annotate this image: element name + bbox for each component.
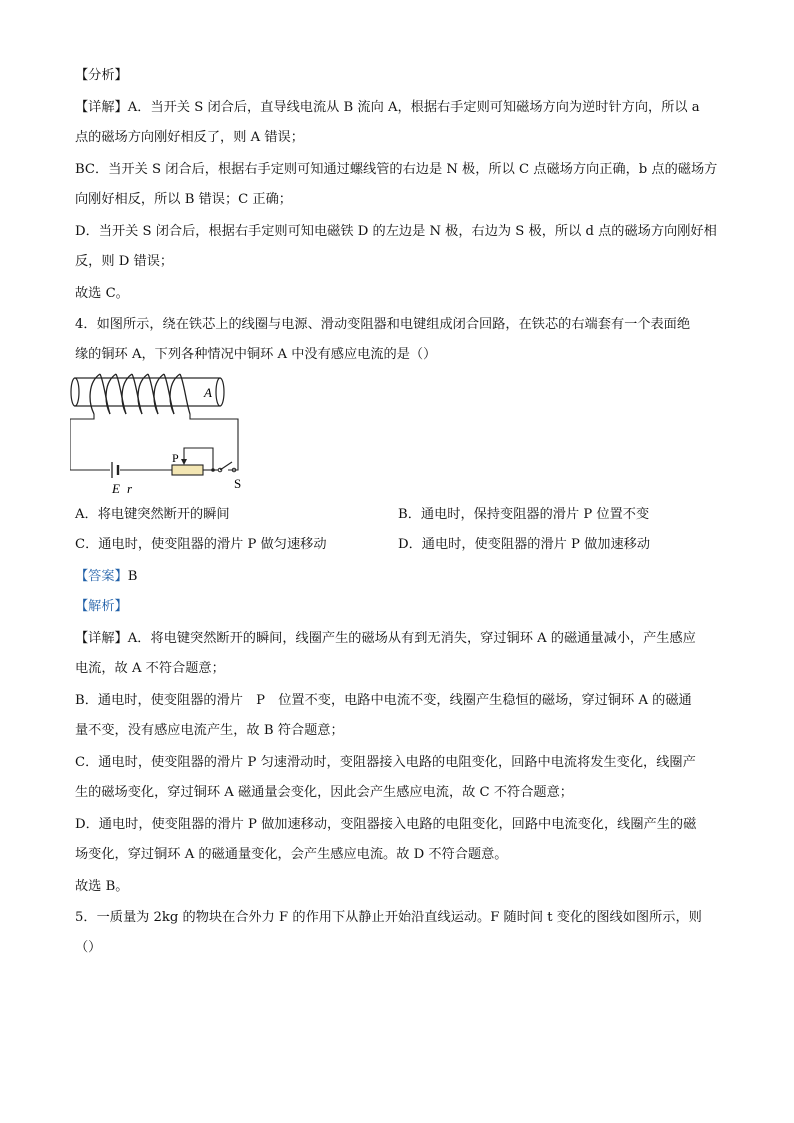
option-d: D．通电时，使变阻器的滑片 P 做加速移动 xyxy=(398,537,651,552)
ring-label: A xyxy=(204,385,212,400)
coil xyxy=(90,374,190,414)
slider-label: P xyxy=(172,451,179,465)
question-4-stem: 缘的铜环 A，下列各种情况中铜环 A 中没有感应电流的是（） xyxy=(75,347,437,362)
slider-arrow xyxy=(181,459,187,465)
explain-line: 生的磁场变化，穿过铜环 A 磁通量会变化，因此会产生感应电流，故 C 不符合题意； xyxy=(75,785,573,800)
explain-line: 量不变，没有感应电流产生，故 B 符合题意； xyxy=(75,723,344,738)
text-line: 点的磁场方向刚好相反了，则 A 错误； xyxy=(75,130,304,145)
explain-line: D．通电时，使变阻器的滑片 P 做加速移动，变阻器接入电路的电阻变化，回路中电流变化，线圈产生的磁 xyxy=(75,817,697,832)
text-line: D．当开关 S 闭合后，根据右手定则可知电磁铁 D 的左边是 N 极，右边为 S 极，所以 d 点的磁场方向刚好相 xyxy=(75,224,717,239)
question-5-stem: （） xyxy=(75,940,102,955)
iron-core xyxy=(75,378,220,406)
text-line: 向刚好相反，所以 B 错误；C 正确； xyxy=(75,192,292,207)
explain-line: 【详解】A．将电键突然断开的瞬间，线圈产生的磁场从有到无消失，穿过铜环 A 的磁通量减小，产生感应 xyxy=(75,631,696,646)
answer-value: B xyxy=(127,569,138,584)
switch-label: S xyxy=(234,476,242,491)
text-line: BC．当开关 S 闭合后，根据右手定则可知通过螺线管的右边是 N 极，所以 C 点磁场方向正确，b 点的磁场方 xyxy=(75,162,718,177)
resistance-label: r xyxy=(127,481,133,496)
core-left-end xyxy=(71,378,79,406)
circuit-wires xyxy=(70,414,238,470)
answer-line xyxy=(75,568,137,586)
junction-dot xyxy=(211,468,215,472)
copper-ring xyxy=(216,378,224,406)
option-b: B．通电时，保持变阻器的滑片 P 位置不变 xyxy=(398,507,650,522)
answer-label: 【答案】 xyxy=(75,569,128,584)
rheostat xyxy=(172,465,203,475)
text-line: 反，则 D 错误； xyxy=(75,254,174,269)
text-line: 故选 C。 xyxy=(75,286,129,301)
explain-line: 场变化，穿过铜环 A 的磁通量变化，会产生感应电流。故 D 不符合题意。 xyxy=(75,847,508,862)
option-a: A．将电键突然断开的瞬间 xyxy=(75,507,230,522)
explain-line: 电流，故 A 不符合题意； xyxy=(75,661,225,676)
emf-label: E xyxy=(112,481,120,496)
analysis-label: 【解析】 xyxy=(75,599,128,614)
explain-line: C．通电时，使变阻器的滑片 P 匀速滑动时，变阻器接入电路的电阻变化，回路中电流将发生变化，线圈产 xyxy=(75,755,696,770)
question-4-stem: 4．如图所示，绕在铁芯上的线圈与电源、滑动变阻器和电键组成闭合回路，在铁芯的右端套有一个表面绝 xyxy=(75,317,691,332)
text-line: 【详解】A．当开关 S 闭合后，直导线电流从 B 流向 A，根据右手定则可知磁场方向为逆时针方向，所以 a xyxy=(75,100,700,115)
circuit-figure xyxy=(70,372,270,502)
explain-line: B．通电时，使变阻器的滑片 P 位置不变，电路中电流不变，线圈产生稳恒的磁场，穿过铜环 A 的磁通 xyxy=(75,693,692,708)
switch-blade xyxy=(220,462,232,470)
question-5-stem: 5．一质量为 2kg 的物块在合外力 F 的作用下从静止开始沿直线运动。F 随时间 t 变化的图线如图所示，则 xyxy=(75,910,702,925)
option-c: C．通电时，使变阻器的滑片 P 做匀速移动 xyxy=(75,537,327,552)
analysis-heading: 【分析】 xyxy=(75,68,128,83)
explain-line: 故选 B。 xyxy=(75,879,129,894)
